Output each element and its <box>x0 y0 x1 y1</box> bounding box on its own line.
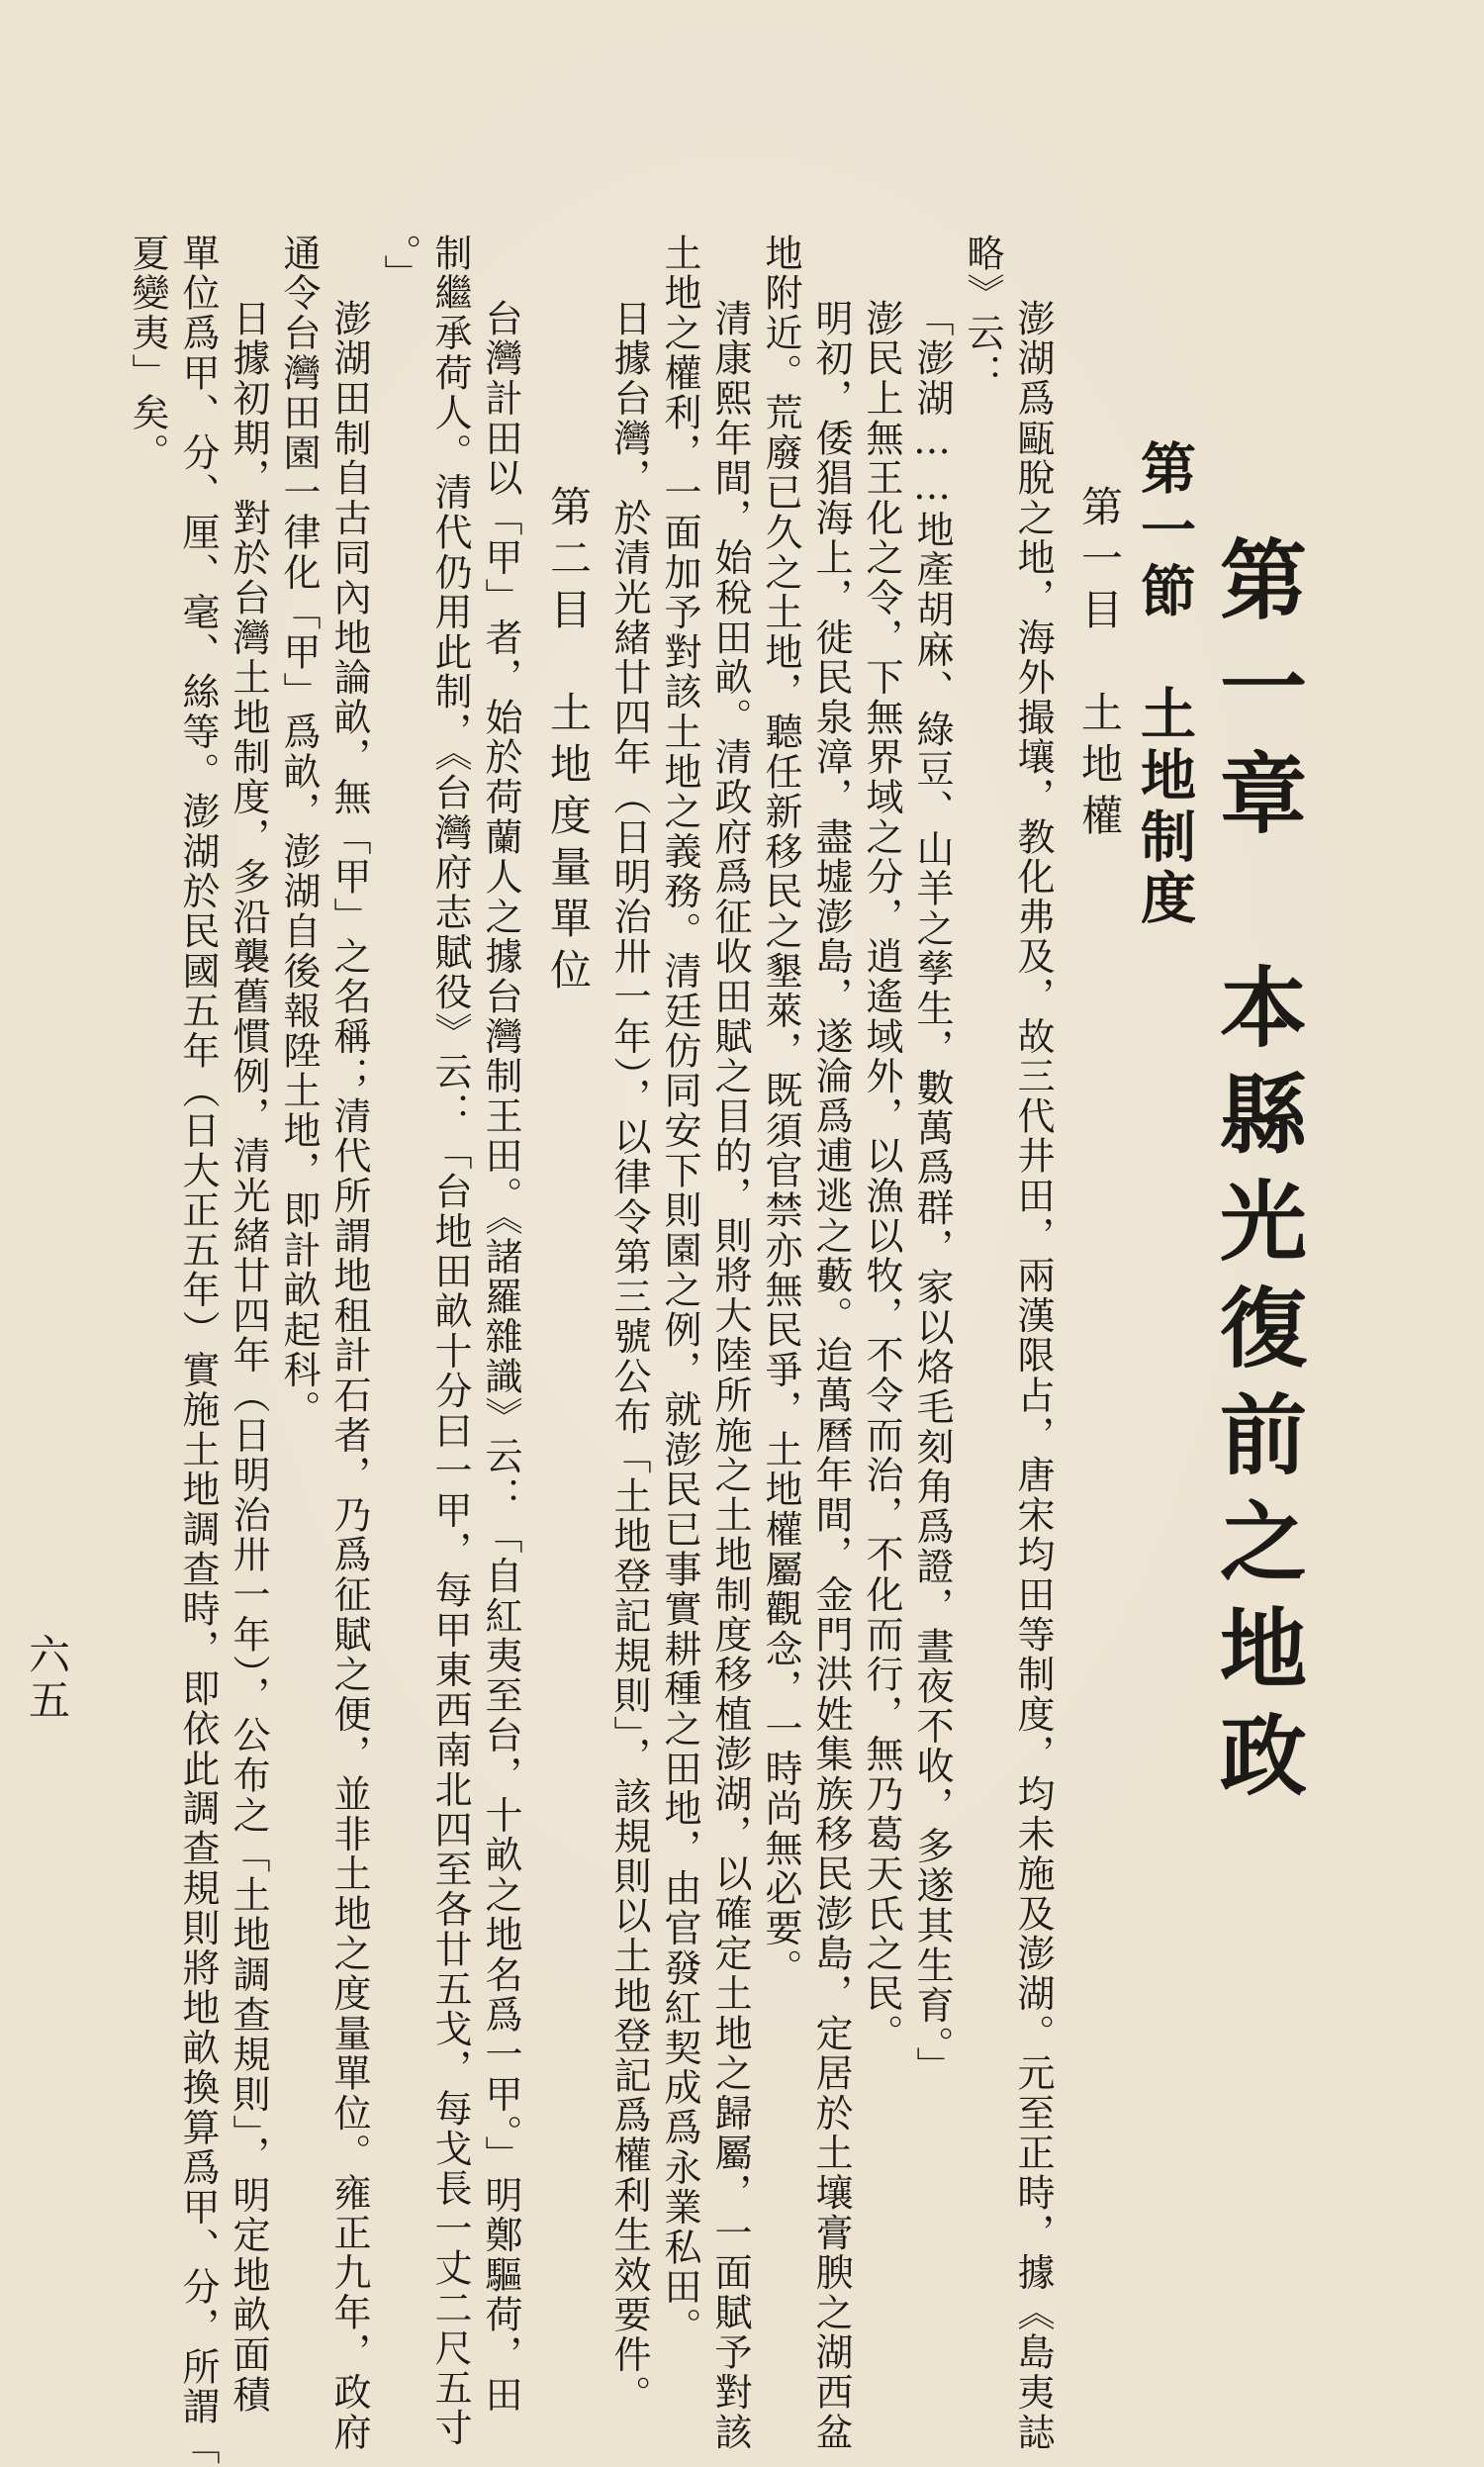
text-line: 。」 <box>378 234 421 295</box>
text-line: 澎湖田制自古同內地論畝，無「甲」之名稱；清代所謂地租計石者，乃爲征賦之便，並非土地之度量單位。雍正九年，政府 <box>327 299 371 2453</box>
text-line: 澎湖爲甌脫之地，海外撮壤，教化弗及，故三代井田，兩漢限占，唐宋均田等制度，均未施及澎湖。元至正時，據《島夷誌 <box>1011 299 1055 2453</box>
text-line: 略》云： <box>961 234 1004 394</box>
text-line: 台灣計田以「甲」者，始於荷蘭人之據台灣制王田。《諸羅雜識》云：「自紅夷至台，十畝之地名爲一甲。」明鄭驅荷，田 <box>479 299 522 2416</box>
page-number: 六五 <box>23 1633 71 1724</box>
text-line: 「澎湖……地產胡麻、綠豆、山羊之孳生，數萬爲群，家以烙毛刻角爲證，晝夜不收，多遂其生育。」 <box>910 299 954 2087</box>
text-line: 制繼承荷人。清代仍用此制，《台灣府志賦役》云：「台地田畝十分曰一甲，每甲東西南北四至各廿五戈，每戈長一丈二尺五寸 <box>428 234 472 2448</box>
subsection-title-land-rights: 第一目 土地權 <box>1075 485 1124 845</box>
text-line: 澎民上無王化之令，下無界域之分，逍遙域外，以漁以牧，不令而治，不化而行，無乃葛天氏之民。 <box>860 299 903 2054</box>
subsection-title-land-units: 第二目 土地度量單位 <box>544 485 593 999</box>
text-line: 日據台灣，於清光緒廿四年（日明治卅一年），以律令第三號公布「土地登記規則」，該規則以土地登記爲權利生效要件。 <box>607 299 651 2416</box>
text-line: 日據初期，對於台灣土地制度，多沿襲舊慣例，清光緒廿四年（日明治卅一年），公布之「土地調查規則」，明定地畝面積 <box>227 299 270 2416</box>
chapter-title: 第一章 本縣光復前之地政 <box>1206 534 1309 1817</box>
text-line: 單位爲甲、分、厘、毫、絲等。澎湖於民國五年（日大正五年）實施土地調查時，即依此調查規則將地畝換算爲甲、分，所謂「 <box>176 234 220 2467</box>
text-line: 明初，倭猖海上，徙民泉漳，盡墟澎島，遂淪爲逋逃之藪。迨萬曆年間，金門洪姓集族移民澎島，定居於土壤膏腴之湖西盆 <box>809 299 853 2453</box>
section-title: 第一節 土地制度 <box>1132 439 1197 930</box>
text-line: 土地之權利，一面加予對該土地之義務。清廷仿同安下則園之例，就澎民已事實耕種之田地，由官發紅契成爲永業私田。 <box>658 234 701 2347</box>
text-line: 夏變夷」矣。 <box>126 234 169 473</box>
text-line: 清康熙年間，始稅田畝。清政府爲征收田賦之目的，則將大陸所施之土地制度移植澎湖，以確定土地之歸屬，一面賦予對該 <box>708 299 752 2453</box>
text-line: 地附近。荒廢已久之土地，聽任新移民之墾萊，既須官禁亦無民爭，土地權屬觀念，一時尚無必要。 <box>759 234 802 1989</box>
text-line: 通令台灣田園一律化「甲」爲畝，澎湖自後報陞土地，即計畝起科。 <box>277 234 321 1430</box>
